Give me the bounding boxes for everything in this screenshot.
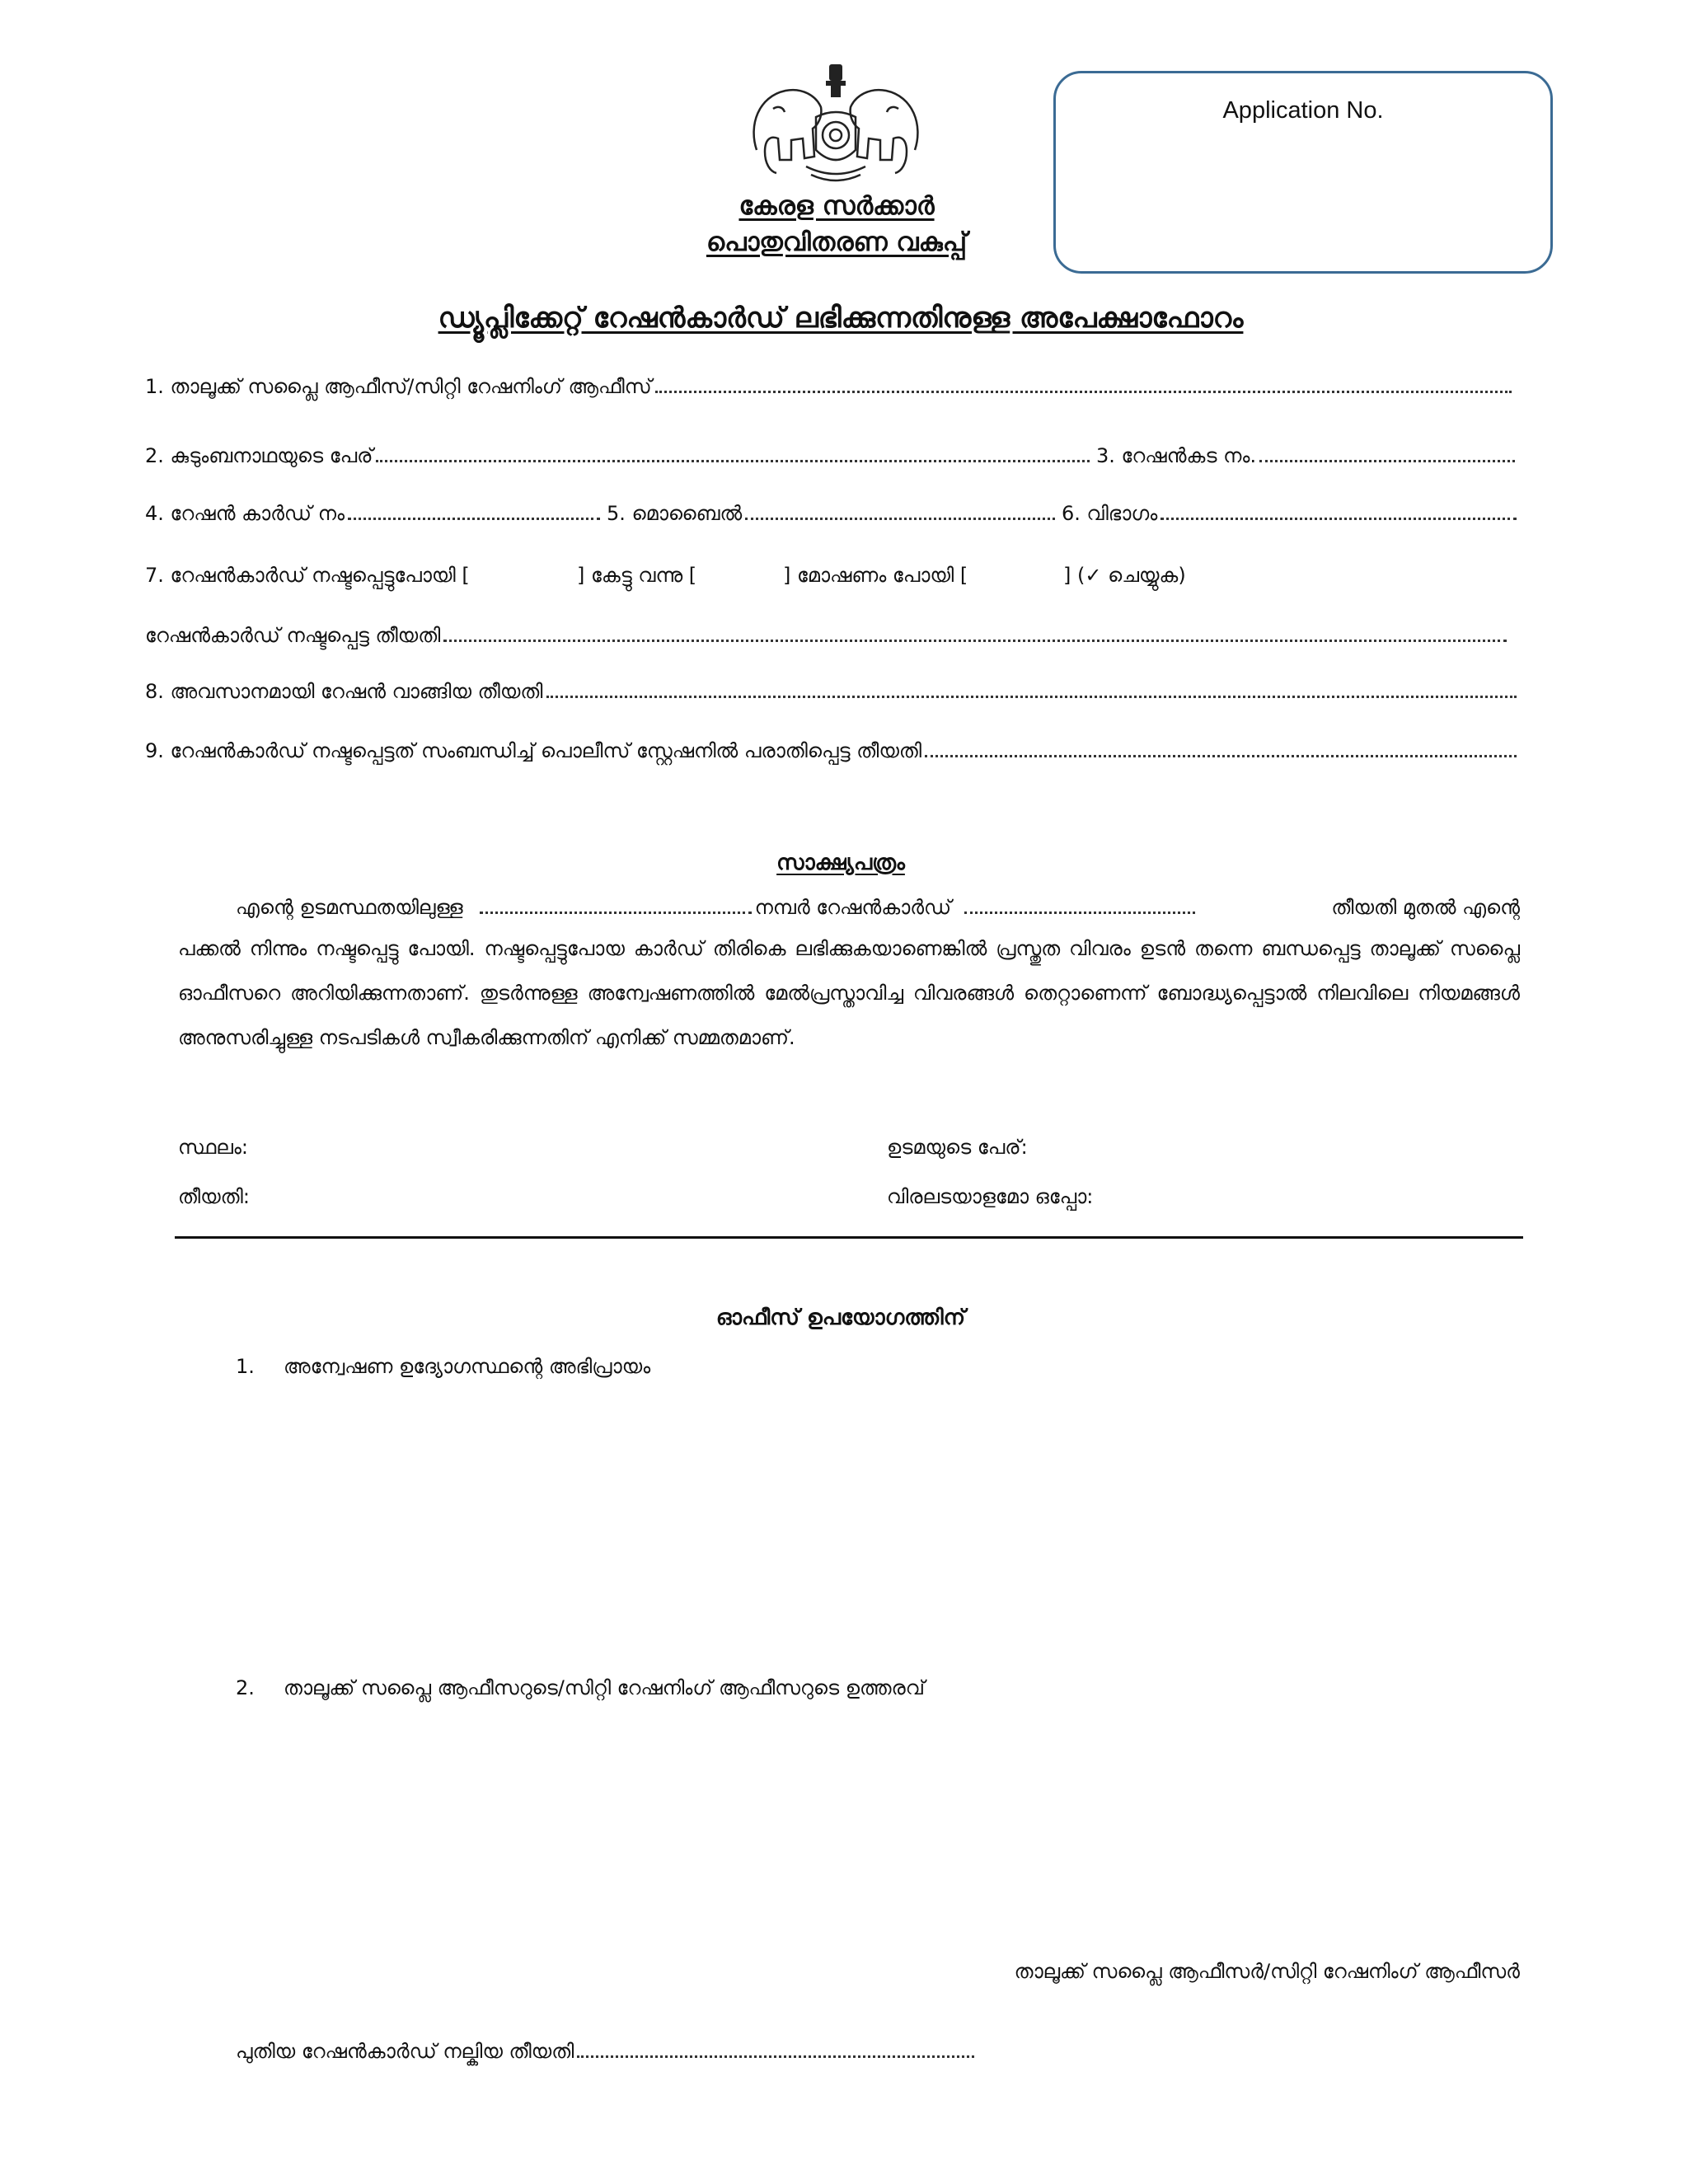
field-6-label: 6. വിഭാഗം xyxy=(1062,502,1158,525)
field-5-row xyxy=(607,503,1058,524)
new-card-date-row xyxy=(236,2041,978,2062)
section-divider xyxy=(175,1236,1523,1239)
government-name: കേരള സർക്കാർ xyxy=(738,191,935,221)
office-use-heading: ഓഫീസ് ഉപയോഗത്തിന് xyxy=(715,1305,966,1330)
new-card-date-label: പുതിയ റേഷൻകാർഡ് നല്കിയ തീയതി xyxy=(236,2040,574,2063)
field-7-sub-row xyxy=(145,625,1510,646)
field-7-label-a: 7. റേഷൻകാർഡ് നഷ്ടപ്പെട്ടുപോയി [ xyxy=(145,564,470,587)
application-number-label: Application No. xyxy=(1222,97,1384,124)
field-6-row xyxy=(1062,503,1520,524)
field-4-label: 4. റേഷൻ കാർഡ് നം xyxy=(145,502,345,525)
field-8-input[interactable] xyxy=(546,695,1517,698)
date-label: തീയതി: xyxy=(178,1185,250,1208)
office-item-1-number: 1. xyxy=(236,1355,255,1378)
field-2-input[interactable] xyxy=(376,459,1090,462)
field-3-label: 3. റേഷൻകട നം. xyxy=(1096,444,1257,467)
field-8-label: 8. അവസാനമായി റേഷൻ വാങ്ങിയ തീയതി xyxy=(145,680,543,703)
field-7-instruction: ] (✓ ചെയ്യുക) xyxy=(1063,564,1186,587)
field-9-input[interactable] xyxy=(925,754,1517,757)
field-5-label: 5. മൊബൈൽ xyxy=(607,502,743,525)
field-1-label: 1. താലൂക്ക് സപ്ലൈ ആഫീസ്/സിറ്റി റേഷനിംഗ് ആഫീസ് xyxy=(145,375,652,398)
field-8-row xyxy=(145,681,1520,702)
field-7-option-damaged[interactable]: ] കേട്ടു വന്നു [ xyxy=(577,564,697,587)
department-name: പൊതുവിതരണ വകുപ്പ് xyxy=(706,227,968,257)
office-item-2-number: 2. xyxy=(236,1676,255,1699)
field-4-row xyxy=(145,503,603,524)
declaration-text-b: നമ്പർ റേഷൻകാർഡ് xyxy=(754,896,952,919)
declaration-heading: സാക്ഷ്യപത്രം xyxy=(776,851,905,875)
declaration-text-c: തീയതി മുതൽ എന്റെ xyxy=(1331,896,1520,919)
owner-name-label: ഉടമയുടെ പേര്: xyxy=(887,1136,1028,1159)
signature-label: വിരലടയാളമോ ഒപ്പോ: xyxy=(887,1185,1094,1208)
form-title: ഡ്യൂപ്ലിക്കേറ്റ് റേഷൻകാർഡ് ലഭിക്കുന്നതിനുള്ള അപേക്ഷാഫോറം xyxy=(438,302,1244,335)
declaration-first-line xyxy=(236,897,1520,918)
office-item-2-label: താലൂക്ക് സപ്ലൈ ആഫീസറുടെ/സിറ്റി റേഷനിംഗ് ആഫീസറുടെ ഉത്തരവ് xyxy=(284,1676,925,1699)
field-1-input[interactable] xyxy=(655,390,1512,393)
office-item-1-label: അന്വേഷണ ഉദ്യോഗസ്ഥന്റെ അഭിപ്രായം xyxy=(284,1355,651,1378)
field-4-input[interactable] xyxy=(348,517,600,520)
field-5-input[interactable] xyxy=(745,517,1055,520)
field-9-label: 9. റേഷൻകാർഡ് നഷ്ടപ്പെട്ടത് സംബന്ധിച്ച് പൊലീസ് സ്റ്റേഷനിൽ പരാതിപ്പെട്ട തീയതി xyxy=(145,739,922,762)
declaration-body: പക്കൽ നിന്നും നഷ്ടപ്പെട്ടു പോയി. നഷ്ടപ്പെട്ടുപോയ കാർഡ് തിരികെ ലഭിക്കുകയാണെങ്കിൽ പ്രസ്തുത വിവരം ഉടൻ തന്നെ ബന്ധപ്പെട്ട താലൂക്ക് സപ്ലൈ ഓഫീസറെ അറിയിക്കുന്നതാണ്. തുടർന്നുള്ള അന്വേഷണത്തിൽ മേൽപ്രസ്താവിച്ച വിവരങ്ങൾ തെറ്റാണെന്ന് ബോദ്ധ്യപ്പെട്ടാൽ നിലവിലെ നിയമങ്ങൾ അനുസരിച്ചുള്ള നടപടികൾ സ്വീകരിക്കുന്നതിന് എനിക്ക് സമ്മതമാണ്. xyxy=(178,937,1520,1049)
declaration-card-number-input[interactable] xyxy=(964,911,1195,914)
declaration-text-a: എന്റെ ഉടമസ്ഥതയിലുള്ള xyxy=(236,896,463,919)
declaration-card-owner-input[interactable] xyxy=(480,911,752,914)
field-7-option-stolen[interactable]: ] മോഷണം പോയി [ xyxy=(783,564,968,587)
field-7-sub-label: റേഷൻകാർഡ് നഷ്ടപ്പെട്ട തീയതി xyxy=(145,624,441,647)
field-6-input[interactable] xyxy=(1160,517,1517,520)
field-3-input[interactable] xyxy=(1259,459,1515,462)
new-card-date-input[interactable] xyxy=(577,2055,974,2058)
field-3-row xyxy=(1096,445,1518,466)
field-2-label: 2. കുടുംബനാഥയുടെ പേര് xyxy=(145,444,373,467)
field-9-row xyxy=(145,740,1520,762)
field-1-row xyxy=(145,376,1515,397)
place-label: സ്ഥലം: xyxy=(178,1136,248,1159)
field-7-sub-input[interactable] xyxy=(443,639,1507,642)
field-2-row xyxy=(145,445,1093,466)
officer-title: താലൂക്ക് സപ്ലൈ ആഫീസർ/സിറ്റി റേഷനിംഗ് ആഫീസർ xyxy=(1014,1960,1520,1983)
kerala-emblem-icon xyxy=(740,59,931,191)
